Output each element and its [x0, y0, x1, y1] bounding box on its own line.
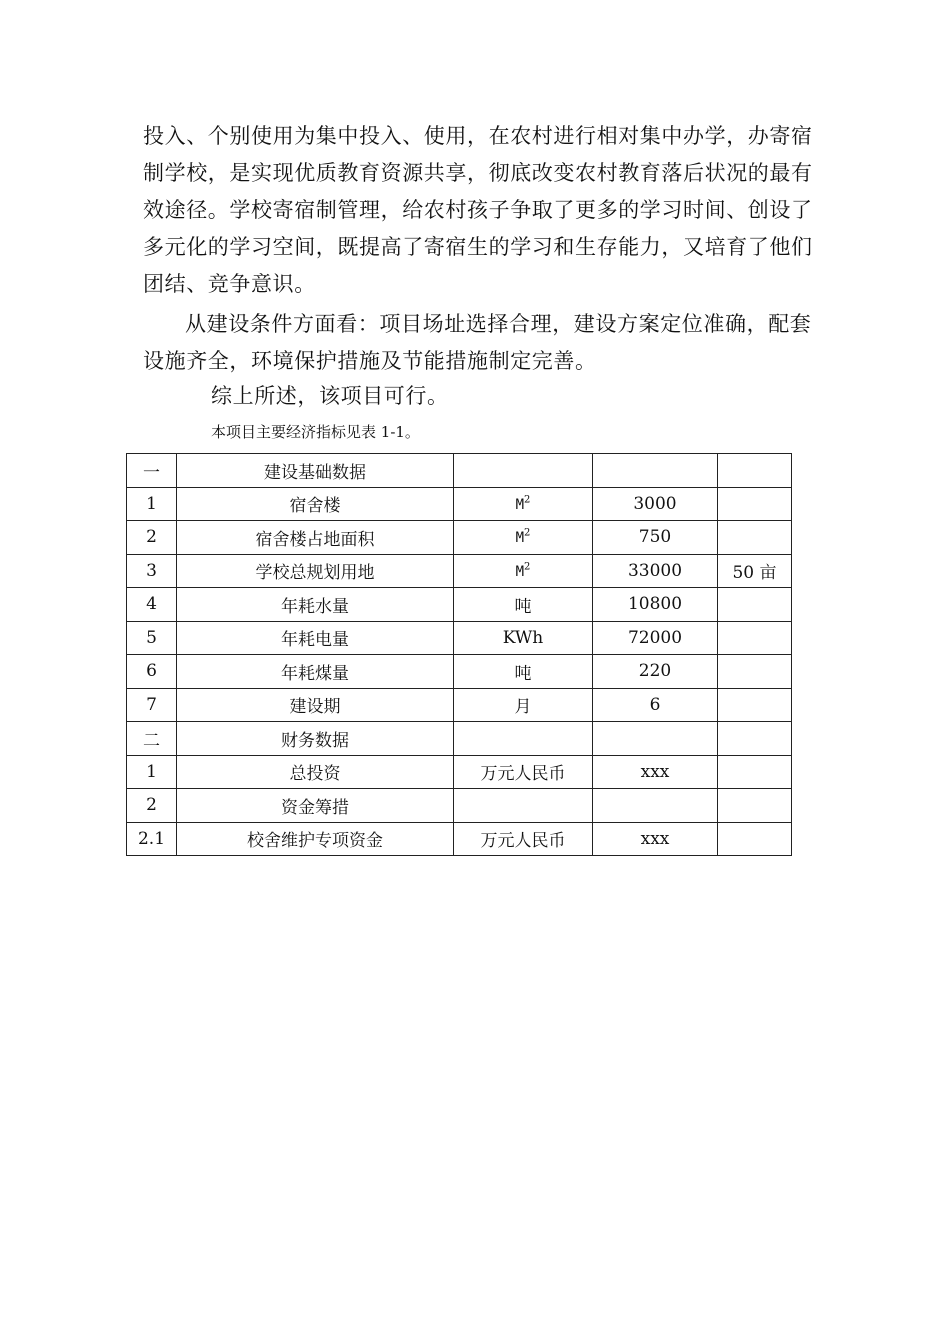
item-name-cell — [177, 621, 454, 655]
value-cell-text: xxx — [640, 828, 670, 849]
unit-cell — [454, 655, 593, 689]
value-cell — [593, 621, 718, 655]
unit-cell — [454, 822, 593, 856]
note-cell — [718, 755, 792, 789]
unit-cell-text: 吨 — [514, 596, 532, 617]
row-number-cell-text: 5 — [146, 627, 157, 648]
value-cell-text: 72000 — [627, 627, 683, 648]
unit-cell-text: KWh — [502, 627, 544, 648]
item-name-cell — [177, 487, 454, 521]
row-number-cell — [127, 521, 177, 555]
item-name-cell-text: 建设基础数据 — [264, 462, 366, 483]
item-name-cell-text: 年耗电量 — [281, 630, 349, 651]
value-cell-text: 220 — [638, 661, 672, 682]
value-cell — [593, 789, 718, 823]
body-paragraph-1: 投入、个别使用为集中投入、使用，在农村进行相对集中办学，办寄宿制学校，是实现优质教育资源共享，彻底改变农村教育落后状况的最有效途径。学校寄宿制管理，给农村孩子争取了更多的学习时间、创设了多元化的学习空间，既提高了寄宿生的学习和生存能力，又培育了他们团结、竞争意识。 — [143, 124, 813, 296]
item-name-cell — [177, 755, 454, 789]
item-name-cell-text: 财务数据 — [281, 730, 349, 751]
note-cell — [718, 789, 792, 823]
value-cell — [593, 454, 718, 488]
value-cell-text: 3000 — [633, 493, 677, 514]
unit-cell — [454, 722, 593, 756]
value-cell-text: 33000 — [627, 560, 683, 581]
table-row — [127, 688, 792, 722]
unit-cell — [454, 588, 593, 622]
row-number-cell — [127, 487, 177, 521]
unit-superscript: 2 — [524, 561, 531, 573]
unit-cell-text: 月 — [514, 697, 532, 718]
note-cell — [718, 722, 792, 756]
unit-cell-text: M — [515, 530, 525, 547]
unit-cell-text: 万元人民币 — [480, 831, 566, 852]
row-number-cell-text: 一 — [143, 462, 160, 483]
row-number-cell-text: 7 — [146, 694, 157, 715]
table-row — [127, 554, 792, 588]
value-cell-text: xxx — [640, 761, 670, 782]
conclusion-paragraph: 综上所述，该项目可行。 — [211, 384, 449, 408]
item-name-cell — [177, 554, 454, 588]
item-name-cell-text: 宿舍楼占地面积 — [255, 529, 375, 550]
value-cell — [593, 722, 718, 756]
item-name-cell-text: 年耗煤量 — [281, 663, 349, 684]
row-number-cell — [127, 621, 177, 655]
body-paragraph-2: 从建设条件方面看：项目场址选择合理，建设方案定位准确，配套设施齐全，环境保护措施及节能措施制定完善。 — [143, 312, 812, 373]
unit-cell-text: 吨 — [514, 663, 532, 684]
table-row — [127, 621, 792, 655]
value-cell — [593, 588, 718, 622]
table-row — [127, 487, 792, 521]
unit-cell — [454, 554, 593, 588]
item-name-cell — [177, 722, 454, 756]
item-name-cell — [177, 688, 454, 722]
item-name-cell — [177, 822, 454, 856]
row-number-cell — [127, 554, 177, 588]
value-cell — [593, 554, 718, 588]
item-name-cell-text: 资金筹措 — [281, 797, 349, 818]
note-cell — [718, 521, 792, 555]
item-name-cell-text: 学校总规划用地 — [255, 563, 375, 584]
row-number-cell — [127, 655, 177, 689]
note-cell — [718, 454, 792, 488]
unit-cell — [454, 454, 593, 488]
item-name-cell-text: 总投资 — [289, 764, 341, 785]
value-cell-text: 750 — [638, 527, 672, 548]
note-cell — [718, 688, 792, 722]
table-row — [127, 822, 792, 856]
value-cell — [593, 521, 718, 555]
row-number-cell-text: 2 — [146, 795, 157, 816]
unit-cell — [454, 521, 593, 555]
item-name-cell — [177, 521, 454, 555]
unit-cell-text: M — [515, 563, 525, 580]
unit-cell — [454, 688, 593, 722]
note-cell — [718, 822, 792, 856]
table-row — [127, 454, 792, 488]
table-row — [127, 789, 792, 823]
item-name-cell-text: 宿舍楼 — [289, 496, 341, 517]
row-number-cell — [127, 454, 177, 488]
table-row — [127, 755, 792, 789]
note-cell — [718, 588, 792, 622]
unit-cell-text: 万元人民币 — [480, 764, 566, 785]
row-number-cell — [127, 588, 177, 622]
note-cell — [718, 554, 792, 588]
unit-cell — [454, 755, 593, 789]
unit-cell — [454, 789, 593, 823]
item-name-cell — [177, 588, 454, 622]
row-number-cell-text: 1 — [146, 493, 157, 514]
note-cell — [718, 655, 792, 689]
value-cell — [593, 487, 718, 521]
row-number-cell-text: 二 — [143, 730, 160, 751]
row-number-cell — [127, 722, 177, 756]
unit-cell — [454, 621, 593, 655]
value-cell — [593, 655, 718, 689]
value-cell — [593, 688, 718, 722]
row-number-cell-text: 1 — [146, 761, 157, 782]
value-cell-text: 6 — [649, 694, 661, 715]
economic-indicators-table — [126, 453, 792, 856]
value-cell — [593, 755, 718, 789]
row-number-cell — [127, 822, 177, 856]
value-cell — [593, 822, 718, 856]
unit-superscript: 2 — [524, 494, 531, 506]
row-number-cell-text: 6 — [146, 661, 157, 682]
row-number-cell-text: 3 — [146, 560, 157, 581]
item-name-cell — [177, 454, 454, 488]
unit-cell — [454, 487, 593, 521]
note-cell — [718, 487, 792, 521]
table-caption: 本项目主要经济指标见表 1-1。 — [211, 423, 420, 441]
row-number-cell — [127, 688, 177, 722]
note-cell-text: 50 亩 — [732, 563, 777, 584]
note-cell — [718, 621, 792, 655]
table-row — [127, 722, 792, 756]
unit-superscript: 2 — [524, 527, 531, 539]
table-row — [127, 655, 792, 689]
item-name-cell-text: 年耗水量 — [281, 596, 349, 617]
item-name-cell-text: 校舍维护专项资金 — [247, 831, 383, 852]
item-name-cell — [177, 655, 454, 689]
row-number-cell — [127, 755, 177, 789]
table-row — [127, 588, 792, 622]
table-row — [127, 521, 792, 555]
value-cell-text: 10800 — [627, 594, 683, 615]
row-number-cell — [127, 789, 177, 823]
item-name-cell-text: 建设期 — [289, 697, 341, 718]
row-number-cell-text: 4 — [146, 594, 157, 615]
row-number-cell-text: 2.1 — [137, 828, 166, 849]
row-number-cell-text: 2 — [146, 527, 157, 548]
unit-cell-text: M — [515, 496, 525, 513]
item-name-cell — [177, 789, 454, 823]
